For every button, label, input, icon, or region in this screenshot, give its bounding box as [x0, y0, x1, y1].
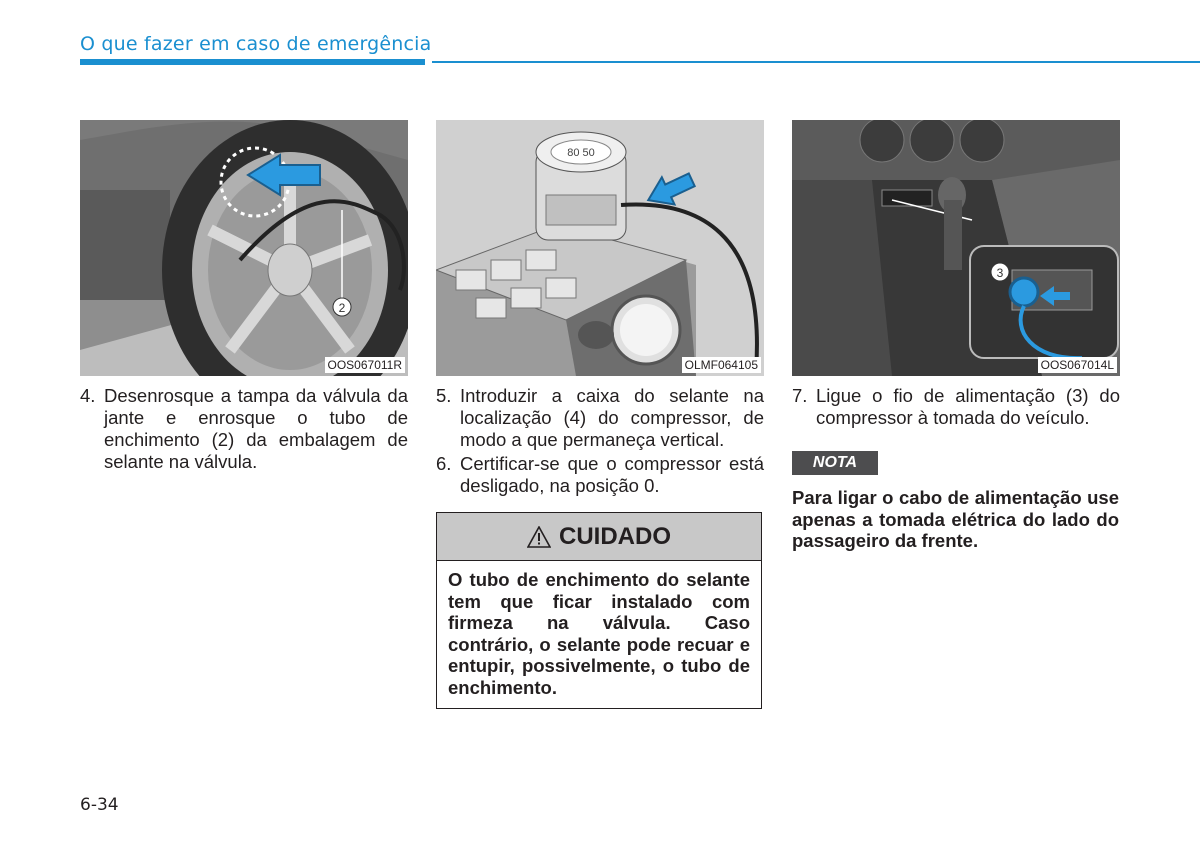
step-text: Desenrosque a tampa da válvula da jante e enrosque o tubo de enchimento (2) da embalagem de selante na válvula.: [104, 385, 408, 472]
compressor-illustration: [436, 120, 764, 376]
step-5: [436, 385, 764, 451]
figure-wheel-valve: [80, 120, 408, 376]
step-4: [80, 385, 408, 473]
step-number: 4.: [80, 385, 96, 406]
figure-power-socket: [792, 120, 1120, 376]
step-number: 5.: [436, 385, 452, 406]
section-title: O que fazer em caso de emergência: [80, 33, 432, 55]
figure-code: OLMF064105: [682, 357, 761, 373]
figure-code: OOS067011R: [325, 357, 406, 373]
figure-code: OOS067014L: [1038, 357, 1117, 373]
callout-3: 3: [996, 266, 1004, 280]
caution-text: O tubo de enchimento do selante tem que ficar instalado com firmeza na válvula. Caso contrário, o selante pode recuar e entupir, possivelmente, o tubo de enchimento.: [448, 569, 750, 698]
caution-header: [437, 513, 761, 561]
gauge-label: 80 50: [567, 147, 595, 159]
page-number: 6-34: [80, 795, 119, 815]
note-text: Para ligar o cabo de alimentação use apenas a tomada elétrica do lado do passageiro da frente.: [792, 487, 1119, 551]
caution-title: CUIDADO: [559, 522, 671, 550]
step-number: 6.: [436, 453, 452, 474]
header-rule: [432, 61, 1200, 63]
warning-triangle-icon: [527, 526, 551, 548]
step-number: 7.: [792, 385, 808, 406]
step-6: [436, 453, 764, 497]
console-illustration: [792, 120, 1120, 376]
header-accent-bar: [80, 59, 425, 65]
callout-2: 2: [338, 301, 346, 315]
figure-sealant-compressor: [436, 120, 764, 376]
step-7: [792, 385, 1120, 429]
note-label: NOTA: [792, 451, 878, 475]
step-text: Certificar-se que o compressor está desligado, na posição 0.: [460, 453, 764, 496]
step-text: Introduzir a caixa do selante na localização (4) do compressor, de modo a que permaneça vertical.: [460, 385, 764, 450]
step-text: Ligue o fio de alimentação (3) do compressor à tomada do veículo.: [816, 385, 1120, 428]
wheel-illustration: [80, 120, 408, 376]
caution-box: [436, 512, 762, 709]
